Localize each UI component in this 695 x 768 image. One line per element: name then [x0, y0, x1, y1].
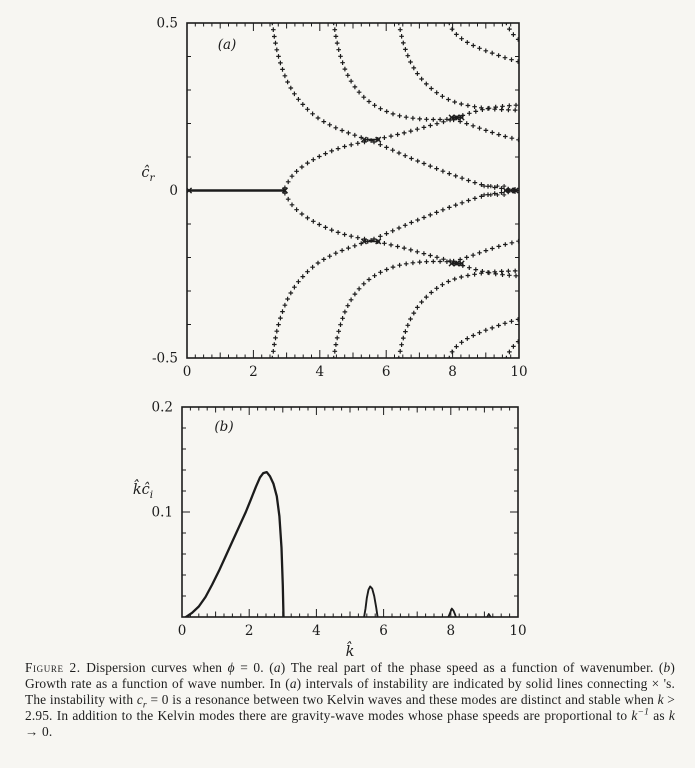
- growth-rate-curves: [186, 472, 491, 617]
- y-axis-label-b: $k̂ĉ_i$: [132, 482, 154, 501]
- x-tick-label: 8: [448, 364, 457, 380]
- x-tick-label: 2: [249, 364, 258, 380]
- caption-segment: c: [136, 692, 143, 707]
- panel-a: [141, 16, 527, 381]
- axis-ticks-b: [182, 407, 518, 617]
- y-tick-label: 0.5: [156, 15, 178, 32]
- x-tick-label: 10: [509, 623, 527, 639]
- caption-segment: = 0. (: [234, 660, 274, 675]
- caption-segment: a: [289, 676, 297, 691]
- x-tick-label: 2: [244, 623, 254, 639]
- x-tick-label: 6: [379, 623, 388, 639]
- caption-segment: > 2.95. In addition to the Kelvin modes there are gravity-wave modes whose phase speeds are proportional to: [25, 692, 675, 723]
- curve-growth-band-k5.5: [364, 587, 378, 618]
- x-axis-label: k̂: [345, 644, 355, 660]
- caption-segment: −1: [637, 706, 650, 718]
- plot-content-b: [186, 472, 491, 617]
- instability-resonance-marks: [186, 115, 519, 266]
- caption-segment: ) intervals of instability are indicated by solid lines connecting × 's. The instability with: [25, 676, 675, 707]
- caption-segment: k: [631, 708, 638, 723]
- x-tick-label: 8: [446, 623, 456, 639]
- axes-frame-b: [182, 407, 518, 617]
- curve-main-kelvin-growth-band: [186, 472, 284, 617]
- caption-segment: a: [273, 660, 281, 675]
- panel-b: [133, 400, 527, 661]
- caption-segment: k: [657, 692, 664, 707]
- plot-content-a: [186, 21, 520, 361]
- dispersion-branches: [270, 21, 521, 361]
- caption-segment: Figure 2.: [25, 660, 81, 675]
- panel-label-a: (a): [217, 37, 237, 53]
- caption-segment: ) Growth rate as a function of wave number. In (: [25, 660, 676, 691]
- caption-segment: ) The real part of the phase speed as a function of wavenumber. (: [280, 660, 664, 675]
- x-tick-label: 4: [312, 623, 321, 639]
- caption-segment: as: [649, 708, 669, 723]
- panel-label-b: (b): [214, 419, 234, 435]
- x-tick-label: 10: [510, 364, 528, 380]
- x-tick-label: 6: [381, 364, 391, 380]
- y-tick-label: 0.1: [151, 504, 173, 521]
- y-axis-label-a: $ĉ_r$: [141, 165, 155, 184]
- figure-caption: [25, 660, 675, 740]
- caption-segment: b: [663, 660, 671, 675]
- x-tick-label: 4: [315, 364, 325, 380]
- x-tick-label: 0: [182, 364, 192, 380]
- y-tick-label: 0.2: [151, 399, 173, 416]
- caption-segment: → 0.: [25, 724, 53, 739]
- caption-segment: Dispersion curves when: [80, 660, 228, 675]
- x-tick-label: 0: [177, 623, 187, 639]
- caption-segment: ϕ: [227, 660, 235, 675]
- y-tick-label: 0: [169, 183, 178, 199]
- caption-segment: r: [142, 699, 147, 711]
- caption-segment: = 0 is a resonance between two Kelvin waves and these modes are distinct and stable when: [146, 692, 658, 707]
- y-tick-label: -0.5: [151, 350, 178, 367]
- curve-growth-band-k8: [448, 609, 455, 617]
- caption-segment: k: [668, 708, 675, 723]
